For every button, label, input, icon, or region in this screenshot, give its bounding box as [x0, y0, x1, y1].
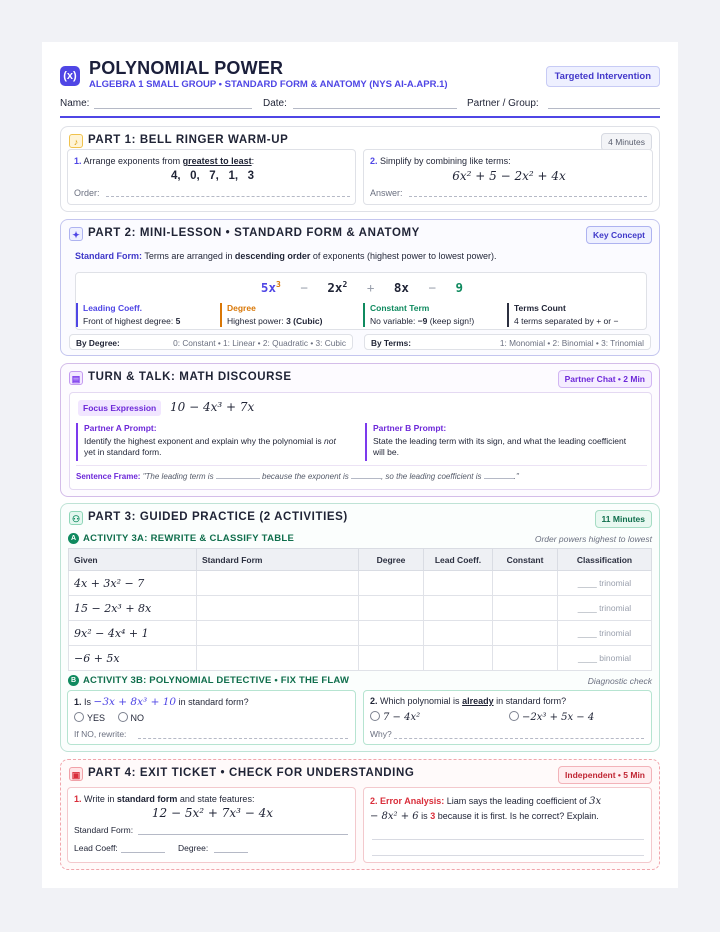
turn-talk-section	[60, 363, 660, 497]
simplify-expression: 6x² + 5 − 2x² + 4x	[452, 169, 566, 183]
table-row	[69, 621, 652, 646]
question-text: Arrange exponents from	[83, 156, 183, 166]
partner-label: Partner / Group:	[467, 98, 539, 109]
lead-coeff-answer[interactable]	[121, 852, 165, 853]
degree-input[interactable]	[359, 646, 424, 671]
name-label: Name:	[60, 98, 90, 109]
warmup-question-1	[67, 149, 356, 205]
by-terms-text: 1: Monomial • 2: Binomial • 3: Trinomial	[499, 338, 644, 348]
part3-section	[60, 503, 660, 752]
lead-coeff-input[interactable]	[424, 571, 493, 596]
rewrite-classify-table	[68, 548, 652, 671]
given-cell: 4x + 3x² − 7	[69, 571, 197, 596]
constant-input[interactable]	[493, 571, 558, 596]
table-row	[69, 571, 652, 596]
standard-form-input[interactable]	[197, 571, 359, 596]
exit-question-1: 1. Write in standard form and state features: 12 − 5x² + 7x³ − 4x Standard Form: Lead Coeff: Degree:	[67, 787, 356, 863]
answer-label: Answer:	[370, 188, 403, 198]
name-field[interactable]	[94, 108, 252, 109]
standard-form-label: Standard Form:	[74, 825, 134, 835]
focus-expression-label: Focus Expression	[78, 400, 161, 416]
degree-input[interactable]	[359, 571, 424, 596]
explanation-line[interactable]	[372, 839, 644, 840]
operator: −	[300, 280, 308, 296]
time-badge: 11 Minutes	[595, 510, 652, 528]
error-analysis-label: Error Analysis:	[380, 796, 445, 806]
option-2-radio[interactable]	[509, 711, 519, 721]
degree-input[interactable]	[359, 621, 424, 646]
by-terms-card	[364, 334, 651, 350]
why-answer-field[interactable]	[394, 738, 644, 739]
chat-icon: ▤	[69, 371, 83, 385]
classification-cell[interactable]: ____ binomial	[558, 646, 652, 671]
example-polynomial	[76, 280, 648, 295]
worksheet-subtitle: ALGEBRA 1 SMALL GROUP • STANDARD FORM & ANATOMY (NYS AI-A.APR.1)	[89, 79, 448, 90]
given-cell: −6 + 5x	[69, 646, 197, 671]
standard-form-input[interactable]	[197, 646, 359, 671]
part1-section	[60, 126, 660, 212]
independent-badge: Independent • 5 Min	[558, 766, 652, 784]
col-classification: Classification	[558, 549, 652, 571]
definition-text-end: of exponents (highest power to lowest power).	[310, 251, 497, 261]
terms-count-note: Terms Count 4 terms separated by + or −	[507, 303, 647, 327]
degree-input[interactable]	[359, 596, 424, 621]
header-divider	[60, 116, 660, 118]
table-row	[69, 596, 652, 621]
student-info-row	[60, 98, 660, 116]
lead-coeff-input[interactable]	[424, 621, 493, 646]
key-concept-badge: Key Concept	[586, 226, 652, 244]
standard-form-input[interactable]	[197, 596, 359, 621]
lead-coeff-input[interactable]	[424, 596, 493, 621]
exponent-list: 4, 0, 7, 1, 3	[170, 170, 255, 182]
activity-3a-heading	[68, 532, 652, 546]
by-degree-card	[69, 334, 353, 350]
operator: +	[366, 280, 375, 296]
lead-coeff-label: Lead Coeff:	[74, 843, 118, 853]
by-degree-text: 0: Constant • 1: Linear • 2: Quadratic • 3: Cubic	[173, 338, 346, 348]
given-cell: 15 − 2x³ + 8x	[69, 596, 197, 621]
classification-cell[interactable]: ____ trinomial	[558, 596, 652, 621]
operator: −	[428, 280, 437, 296]
term: $2x^2$	[327, 280, 348, 296]
constant-input[interactable]	[493, 646, 558, 671]
part4-section	[60, 759, 660, 870]
leading-coeff-note: Leading Coeff. Front of highest degree: 5	[76, 303, 219, 327]
given-cell: 9x² − 4x⁴ + 1	[69, 621, 197, 646]
detective-question-2: 2. Which polynomial is already in standard form? 7 − 4x² −2x³ + 5x − 4 Why?	[363, 690, 652, 745]
option-1-expression: 7 − 4x²	[383, 712, 421, 723]
turn-talk-title: TURN & TALK: MATH DISCOURSE	[88, 371, 292, 383]
col-given: Given	[69, 549, 197, 571]
standard-form-answer[interactable]	[138, 834, 348, 835]
term: 8x	[393, 280, 409, 296]
constant-input[interactable]	[493, 596, 558, 621]
by-degree-label: By Degree:	[76, 338, 120, 348]
activity-badge: B	[68, 675, 79, 686]
degree-answer[interactable]	[214, 852, 248, 853]
col-lead-coeff: Lead Coeff.	[424, 549, 493, 571]
warmup-question-2	[363, 149, 653, 205]
constant-input[interactable]	[493, 621, 558, 646]
function-icon: (x)	[60, 66, 80, 86]
exit-expression: 12 − 5x² + 7x³ − 4x	[151, 806, 274, 820]
bell-icon: ♪	[69, 134, 83, 148]
lead-coeff-input[interactable]	[424, 646, 493, 671]
table-row	[69, 646, 652, 671]
order-label: Order:	[74, 188, 100, 198]
partner-a-prompt: Partner A Prompt: Identify the highest exponent and explain why the polynomial is not yet in standard form.	[76, 423, 346, 461]
degree-label: Degree:	[178, 843, 209, 853]
yes-label: YES	[87, 713, 106, 723]
sentence-frame: Sentence Frame: "The leading term is because the exponent is , so the leading coefficient is ."	[76, 472, 519, 481]
activity-3b-heading	[68, 674, 652, 688]
order-answer-field[interactable]	[106, 196, 350, 197]
simplify-answer-field[interactable]	[409, 196, 647, 197]
no-radio[interactable]	[118, 712, 128, 722]
partner-chat-badge: Partner Chat • 2 Min	[558, 370, 652, 388]
col-degree: Degree	[359, 549, 424, 571]
standard-form-definition	[75, 251, 497, 261]
degree-note: Degree Highest power: 3 (Cubic)	[220, 303, 364, 327]
activity-3a-note: Order powers highest to lowest	[534, 534, 652, 544]
lightbulb-icon: ✦	[69, 227, 83, 241]
activity-badge: A	[68, 533, 79, 544]
yes-radio[interactable]	[74, 712, 84, 722]
col-constant: Constant	[493, 549, 558, 571]
activity-3b-note: Diagnostic check	[587, 676, 652, 686]
option-1-radio[interactable]	[370, 711, 380, 721]
explanation-line[interactable]	[372, 855, 644, 856]
detective-question-1: 1. Is −3x + 8x³ + 10 in standard form? YES NO If NO, rewrite:	[67, 690, 356, 745]
definition-label: Standard Form:	[75, 251, 143, 261]
intervention-badge: Targeted Intervention	[546, 66, 660, 87]
date-label: Date:	[263, 98, 287, 109]
standard-form-input[interactable]	[197, 621, 359, 646]
activity-3b-title: ACTIVITY 3B: POLYNOMIAL DETECTIVE • FIX THE FLAW	[83, 675, 350, 686]
part3-title: PART 3: GUIDED PRACTICE (2 ACTIVITIES)	[88, 511, 348, 523]
partner-b-prompt: Partner B Prompt: State the leading term with its sign, and what the leading coefficient will be.	[365, 423, 635, 461]
rewrite-label: If NO, rewrite:	[74, 729, 127, 739]
polynomial-anatomy-card	[75, 272, 647, 330]
col-standard-form: Standard Form	[197, 549, 359, 571]
users-icon: ⚇	[69, 511, 83, 525]
question-emphasis: greatest to least	[182, 156, 252, 166]
ticket-icon: ▣	[69, 767, 83, 781]
table-header-row	[69, 549, 652, 571]
classification-cell[interactable]: ____ trinomial	[558, 571, 652, 596]
definition-emphasis: descending order	[234, 251, 311, 261]
partner-field[interactable]	[548, 108, 660, 109]
worksheet-title: POLYNOMIAL POWER	[89, 58, 284, 78]
classification-cell[interactable]: ____ trinomial	[558, 621, 652, 646]
question-text: Simplify by combining like terms:	[380, 156, 511, 166]
why-label: Why?	[370, 729, 392, 739]
option-2-expression: −2x³ + 5x − 4	[522, 712, 595, 723]
question-number: 2.	[370, 156, 378, 166]
constant-term-note: Constant Term No variable: −9 (keep sign!)	[363, 303, 507, 327]
part2-title: PART 2: MINI-LESSON • STANDARD FORM & ANATOMY	[88, 227, 420, 239]
detective-expression: −3x + 8x³ + 10	[93, 696, 177, 708]
question-text-end: :	[251, 156, 255, 166]
leading-term: $5x^3$	[260, 280, 281, 296]
question-number: 1.	[74, 156, 82, 166]
worksheet-page	[42, 42, 678, 888]
no-label: NO	[130, 713, 145, 723]
worksheet-header	[60, 56, 660, 96]
by-terms-label: By Terms:	[371, 338, 411, 348]
exit-question-2: 2. Error Analysis: Liam says the leading coefficient of 3x − 8x² + 6 is 3 because it is first. Is he correct? Explain.	[363, 787, 652, 863]
part1-title: PART 1: BELL RINGER WARM-UP	[88, 134, 289, 146]
part2-section	[60, 219, 660, 356]
part4-title: PART 4: EXIT TICKET • CHECK FOR UNDERSTANDING	[88, 767, 415, 779]
definition-text: Terms are arranged in	[142, 251, 235, 261]
constant-term: 9	[455, 280, 464, 296]
focus-expression: 10 − 4x³ + 7x	[170, 400, 255, 414]
time-badge: 4 Minutes	[601, 133, 652, 151]
discourse-card	[69, 392, 652, 490]
rewrite-answer-field[interactable]	[138, 738, 348, 739]
activity-3a-title: ACTIVITY 3A: REWRITE & CLASSIFY TABLE	[83, 533, 295, 544]
date-field[interactable]	[293, 108, 457, 109]
